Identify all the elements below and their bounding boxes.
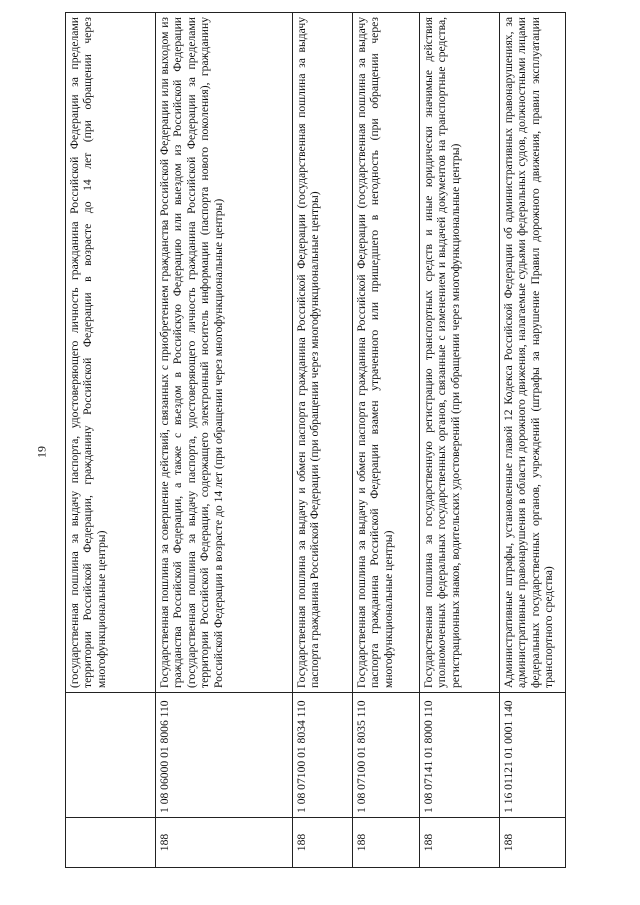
description-cell: Государственная пошлина за выдачу и обмен паспорта гражданина Российской Федерации (государственная пошлина за выдачу паспорта гражданина Российской Федерации взамен утраченного или пришедшего в негодность (при обращении через многофункциональные центры): [353, 13, 420, 693]
table-row: [156, 13, 293, 868]
budget-code-cell: 1 08 07100 01 8034 110: [293, 693, 353, 818]
admin-code-cell: 188: [353, 818, 420, 868]
table-row: [500, 13, 566, 868]
table-row: [353, 13, 420, 868]
budget-code-cell: [66, 693, 156, 818]
budget-code-cell: 1 08 07100 01 8035 110: [353, 693, 420, 818]
admin-code-cell: 188: [500, 818, 566, 868]
admin-code-cell: 188: [156, 818, 293, 868]
budget-code-cell: 1 08 06000 01 8006 110: [156, 693, 293, 818]
description-cell: Государственная пошлина за совершение действий, связанных с приобретением гражданства Российской Федерации или выходом из гражданства Российской Федерации, а также с въездом в Российскую Федерацию или выездом из Российской Федерации (государственная пошлина за выдачу паспорта, удостоверяющего личность гражданина Российской Федерации за пределами территории Российской Федерации, содержащего электронный носитель информации (паспорта нового поколения), гражданину Российской Федерации в возрасте до 14 лет (при обращении через многофункциональные центры): [156, 13, 293, 693]
revenue-table-rotated: [65, 13, 565, 868]
table-row: [293, 13, 353, 868]
admin-code-cell: 188: [420, 818, 500, 868]
description-cell: Административные штрафы, установленные главой 12 Кодекса Российской Федерации об административных правонарушениях, за административные правонарушения в области дорожного движения, налагаемые судьями федеральных судов, должностными лицами федеральных государственных органов, учреждений (штрафы за нарушение Правил дорожного движения, правил эксплуатации транспортного средства): [500, 13, 566, 693]
admin-code-cell: [66, 818, 156, 868]
revenue-codes-table: [65, 12, 566, 868]
description-cell: Государственная пошлина за выдачу и обмен паспорта гражданина Российской Федерации (государственная пошлина за выдачу паспорта гражданина Российской Федерации (при обращении через многофункциональные центры): [293, 13, 353, 693]
table-row: [420, 13, 500, 868]
description-cell: Государственная пошлина за государственную регистрацию транспортных средств и иные юридически значимые действия уполномоченных федеральных государственных органов, связанные с изменением и выдачей документов на транспортные средства, регистрационных знаков, водительских удостоверений (при обращении через многофункциональные центры): [420, 13, 500, 693]
table-row: [66, 13, 156, 868]
budget-code-cell: 1 16 01121 01 0001 140: [500, 693, 566, 818]
budget-code-cell: 1 08 07141 01 8000 110: [420, 693, 500, 818]
page-number-text: 19: [34, 446, 49, 458]
description-cell: (государственная пошлина за выдачу паспорта, удостоверяющего личность гражданина Российской Федерации за пределами территории Российской Федерации, гражданину Российской Федерации в возрасте до 14 лет (при обращении через многофункциональные центры): [66, 13, 156, 693]
admin-code-cell: 188: [293, 818, 353, 868]
